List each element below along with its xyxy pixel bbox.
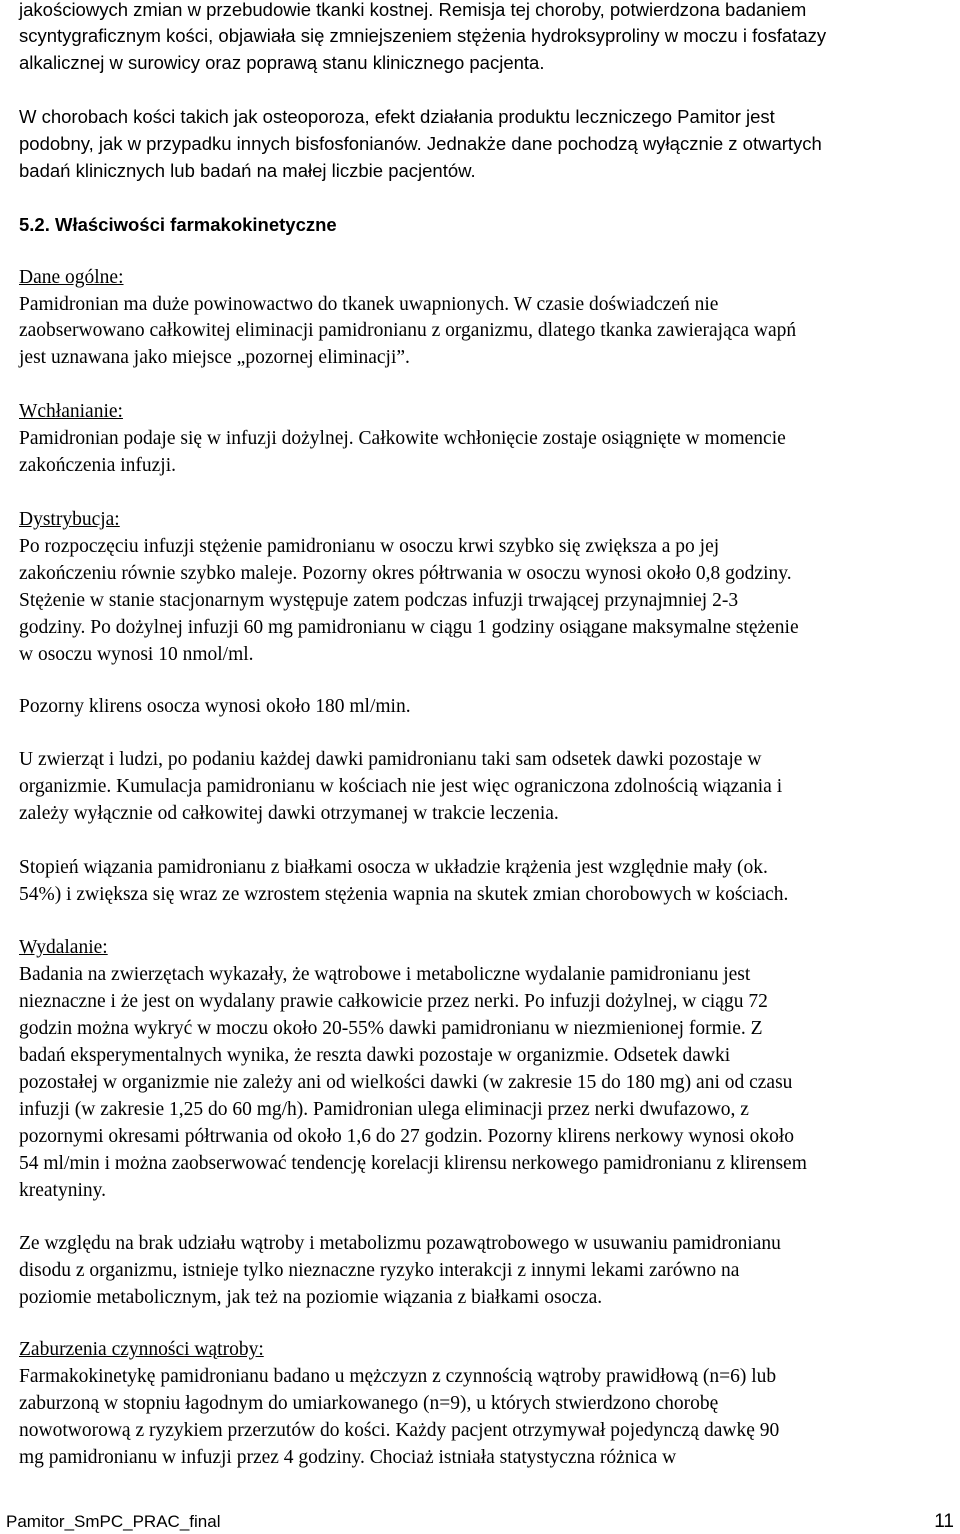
section-heading: 5.2. Właściwości farmakokinetyczne (19, 214, 337, 235)
text-line: zakończenia infuzji. (19, 455, 176, 476)
text-line: zakończeniu równie szybko maleje. Pozorny okres półtrwania w osoczu wynosi około 0,8 godziny. (19, 563, 792, 584)
text-line: pozornymi okresami półtrwania od około 1,6 do 27 godzin. Pozorny klirens nerkowy wynosi około (19, 1126, 795, 1147)
text-line: nowotworową z ryzykiem przerzutów do kości. Każdy pacjent otrzymywał pojedynczą dawkę 90 (19, 1420, 780, 1441)
footer-page-number: 11 (934, 1511, 954, 1532)
text-line: scyntygraficznym kości, objawiała się zmniejszeniem stężenia hydroksyproliny w moczu i fosfatazy (19, 25, 827, 46)
text-line: Stężenie w stanie stacjonarnym występuje zatem podczas infuzji trwającej przynajmniej 2-3 (19, 590, 739, 611)
text-line: kreatyniny. (19, 1180, 106, 1201)
text-line: jakościowych zmian w przebudowie tkanki kostnej. Remisja tej choroby, potwierdzona badaniem (19, 0, 807, 20)
subsection-heading-elimination: Wydalanie: (19, 937, 108, 958)
text-line: 54%) i zwiększa się wraz ze wzrostem stężenia wapnia na skutek zmian chorobowych w kościach. (19, 884, 789, 905)
subsection-heading-absorption: Wchłanianie: (19, 401, 123, 422)
text-line: poziomie metabolicznym, jak też na poziomie wiązania z białkami osocza. (19, 1287, 603, 1308)
text-line: w osoczu wynosi 10 nmol/ml. (19, 644, 254, 665)
text-line: alkalicznej w surowicy oraz poprawą stanu klinicznego pacjenta. (19, 52, 545, 73)
text-line: Pamidronian ma duże powinowactwo do tkanek uwapnionych. W czasie doświadczeń nie (19, 294, 719, 315)
subsection-heading-hepatic: Zaburzenia czynności wątroby: (19, 1339, 264, 1360)
text-line: Pamidronian podaje się w infuzji dożylnej. Całkowite wchłonięcie zostaje osiągnięte w momencie (19, 428, 786, 449)
text-line: Farmakokinetykę pamidronianu badano u mężczyzn z czynnością wątroby prawidłową (n=6) lub (19, 1366, 777, 1387)
text-line: zaburzoną w stopniu łagodnym do umiarkowanego (n=9), u których stwierdzono chorobę (19, 1393, 719, 1414)
text-line: zależy wyłącznie od całkowitej dawki otrzymanej w trakcie leczenia. (19, 803, 559, 824)
text-line: U zwierząt i ludzi, po podaniu każdej dawki pamidronianu taki sam odsetek dawki pozostaje w (19, 749, 762, 770)
text-line: infuzji (w zakresie 1,25 do 60 mg/h). Pamidronian ulega eliminacji przez nerki dwufazowo, z (19, 1099, 749, 1120)
subsection-heading-distribution: Dystrybucja: (19, 509, 120, 530)
text-line: organizmie. Kumulacja pamidronianu w kościach nie jest więc ograniczona zdolnością wiązania i (19, 776, 783, 797)
text-line: nieznaczne i że jest on wydalany prawie całkowicie przez nerki. Po infuzji dożylnej, w ciągu 72 (19, 991, 768, 1012)
text-line: godzin można wykryć w moczu około 20-55% dawki pamidronianu w niezmienionej formie. Z (19, 1018, 763, 1039)
text-line: disodu z organizmu, istnieje tylko nieznaczne ryzyko interakcji z innymi lekami zarówno na (19, 1260, 740, 1281)
text-line: badań eksperymentalnych wynika, że reszta dawki pozostaje w organizmie. Odsetek dawki (19, 1045, 731, 1066)
text-line: W chorobach kości takich jak osteoporoza, efekt działania produktu leczniczego Pamitor jest (19, 106, 775, 127)
text-line: godziny. Po dożylnej infuzji 60 mg pamidronianu w ciągu 1 godziny osiągane maksymalne stężenie (19, 617, 799, 638)
text-line: podobny, jak w przypadku innych bisfosfonianów. Jednakże dane pochodzą wyłącznie z otwartych (19, 133, 822, 154)
text-line: pozostałej w organizmie nie zależy ani od wielkości dawki (w zakresie 15 do 180 mg) ani od czasu (19, 1072, 793, 1093)
text-line: Ze względu na brak udziału wątroby i metabolizmu pozawątrobowego w usuwaniu pamidronianu (19, 1233, 781, 1254)
text-line: mg pamidronianu w infuzji przez 4 godziny. Chociaż istniała statystyczna różnica w (19, 1447, 677, 1468)
text-line: Po rozpoczęciu infuzji stężenie pamidronianu w osoczu krwi szybko się zwiększa a po jej (19, 536, 720, 557)
text-line: jest uznawana jako miejsce „pozornej eliminacji”. (19, 347, 410, 368)
text-line: Stopień wiązania pamidronianu z białkami osocza w układzie krążenia jest względnie mały (ok. (19, 857, 768, 878)
subsection-heading-general: Dane ogólne: (19, 267, 124, 288)
text-line: 54 ml/min i można zaobserwować tendencję korelacji klirensu nerkowego pamidronianu z klirensem (19, 1153, 807, 1174)
text-line: Badania na zwierzętach wykazały, że wątrobowe i metaboliczne wydalanie pamidronianu jest (19, 964, 751, 985)
text-line: Pozorny klirens osocza wynosi około 180 ml/min. (19, 696, 411, 717)
footer-document-id: Pamitor_SmPC_PRAC_final (6, 1512, 221, 1531)
text-line: zaobserwowano całkowitej eliminacji pamidronianu z organizmu, dlatego tkanka zawierająca wapń (19, 320, 797, 341)
text-line: badań klinicznych lub badań na małej liczbie pacjentów. (19, 160, 476, 181)
